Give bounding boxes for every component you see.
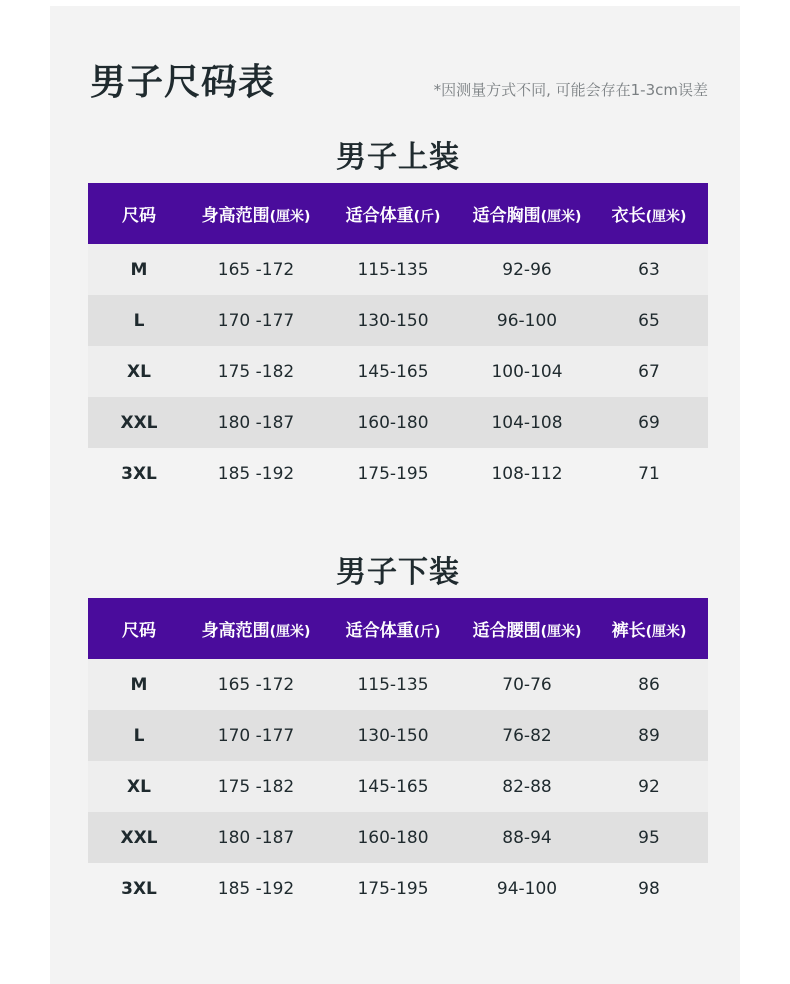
tops-size-table	[88, 183, 708, 499]
column-header-weight: 适合体重(斤)	[322, 183, 464, 244]
weight-cell: 130-150	[322, 710, 464, 761]
tops-section-title: 男子上装	[336, 140, 460, 175]
bottoms-section-title: 男子下装	[336, 555, 460, 590]
chest-cell: 92-96	[464, 244, 590, 295]
table-row	[88, 710, 708, 761]
waist-cell: 82-88	[464, 761, 590, 812]
chest-cell: 104-108	[464, 397, 590, 448]
weight-cell: 145-165	[322, 346, 464, 397]
length-cell: 65	[590, 295, 708, 346]
length-cell: 67	[590, 346, 708, 397]
column-header-chest: 适合胸围(厘米)	[464, 183, 590, 244]
table-header-row	[88, 598, 708, 659]
size-cell: XL	[88, 346, 190, 397]
column-header-height: 身高范围(厘米)	[190, 598, 322, 659]
column-header-size: 尺码	[88, 598, 190, 659]
waist-cell: 88-94	[464, 812, 590, 863]
weight-cell: 175-195	[322, 448, 464, 499]
size-cell: XXL	[88, 812, 190, 863]
column-header-length: 衣长(厘米)	[590, 183, 708, 244]
size-cell: XL	[88, 761, 190, 812]
size-cell: M	[88, 659, 190, 710]
height-cell: 175 -182	[190, 761, 322, 812]
page-title: 男子尺码表	[90, 62, 276, 103]
height-cell: 185 -192	[190, 863, 322, 914]
pants-length-cell: 86	[590, 659, 708, 710]
column-header-height: 身高范围(厘米)	[190, 183, 322, 244]
table-row	[88, 244, 708, 295]
chest-cell: 100-104	[464, 346, 590, 397]
table-row	[88, 346, 708, 397]
table-row	[88, 761, 708, 812]
height-cell: 165 -172	[190, 659, 322, 710]
weight-cell: 160-180	[322, 812, 464, 863]
measurement-note: *因测量方式不同, 可能会存在1-3cm误差	[433, 81, 708, 99]
table-header-row	[88, 183, 708, 244]
table-row	[88, 863, 708, 914]
length-cell: 69	[590, 397, 708, 448]
size-cell: XXL	[88, 397, 190, 448]
pants-length-cell: 98	[590, 863, 708, 914]
weight-cell: 160-180	[322, 397, 464, 448]
weight-cell: 115-135	[322, 659, 464, 710]
height-cell: 180 -187	[190, 812, 322, 863]
waist-cell: 76-82	[464, 710, 590, 761]
column-header-weight: 适合体重(斤)	[322, 598, 464, 659]
size-cell: 3XL	[88, 448, 190, 499]
page-header	[90, 58, 708, 108]
height-cell: 185 -192	[190, 448, 322, 499]
height-cell: 170 -177	[190, 295, 322, 346]
table-row	[88, 659, 708, 710]
table-row	[88, 295, 708, 346]
column-header-waist: 适合腰围(厘米)	[464, 598, 590, 659]
pants-length-cell: 89	[590, 710, 708, 761]
chest-cell: 108-112	[464, 448, 590, 499]
length-cell: 71	[590, 448, 708, 499]
waist-cell: 70-76	[464, 659, 590, 710]
table-row	[88, 448, 708, 499]
size-cell: L	[88, 710, 190, 761]
length-cell: 63	[590, 244, 708, 295]
weight-cell: 130-150	[322, 295, 464, 346]
table-row	[88, 812, 708, 863]
chest-cell: 96-100	[464, 295, 590, 346]
height-cell: 180 -187	[190, 397, 322, 448]
weight-cell: 145-165	[322, 761, 464, 812]
column-header-size: 尺码	[88, 183, 190, 244]
height-cell: 165 -172	[190, 244, 322, 295]
pants-length-cell: 95	[590, 812, 708, 863]
bottoms-size-table	[88, 598, 708, 914]
height-cell: 175 -182	[190, 346, 322, 397]
size-cell: 3XL	[88, 863, 190, 914]
pants-length-cell: 92	[590, 761, 708, 812]
size-cell: L	[88, 295, 190, 346]
waist-cell: 94-100	[464, 863, 590, 914]
weight-cell: 175-195	[322, 863, 464, 914]
table-row	[88, 397, 708, 448]
weight-cell: 115-135	[322, 244, 464, 295]
size-cell: M	[88, 244, 190, 295]
height-cell: 170 -177	[190, 710, 322, 761]
column-header-pants-length: 裤长(厘米)	[590, 598, 708, 659]
